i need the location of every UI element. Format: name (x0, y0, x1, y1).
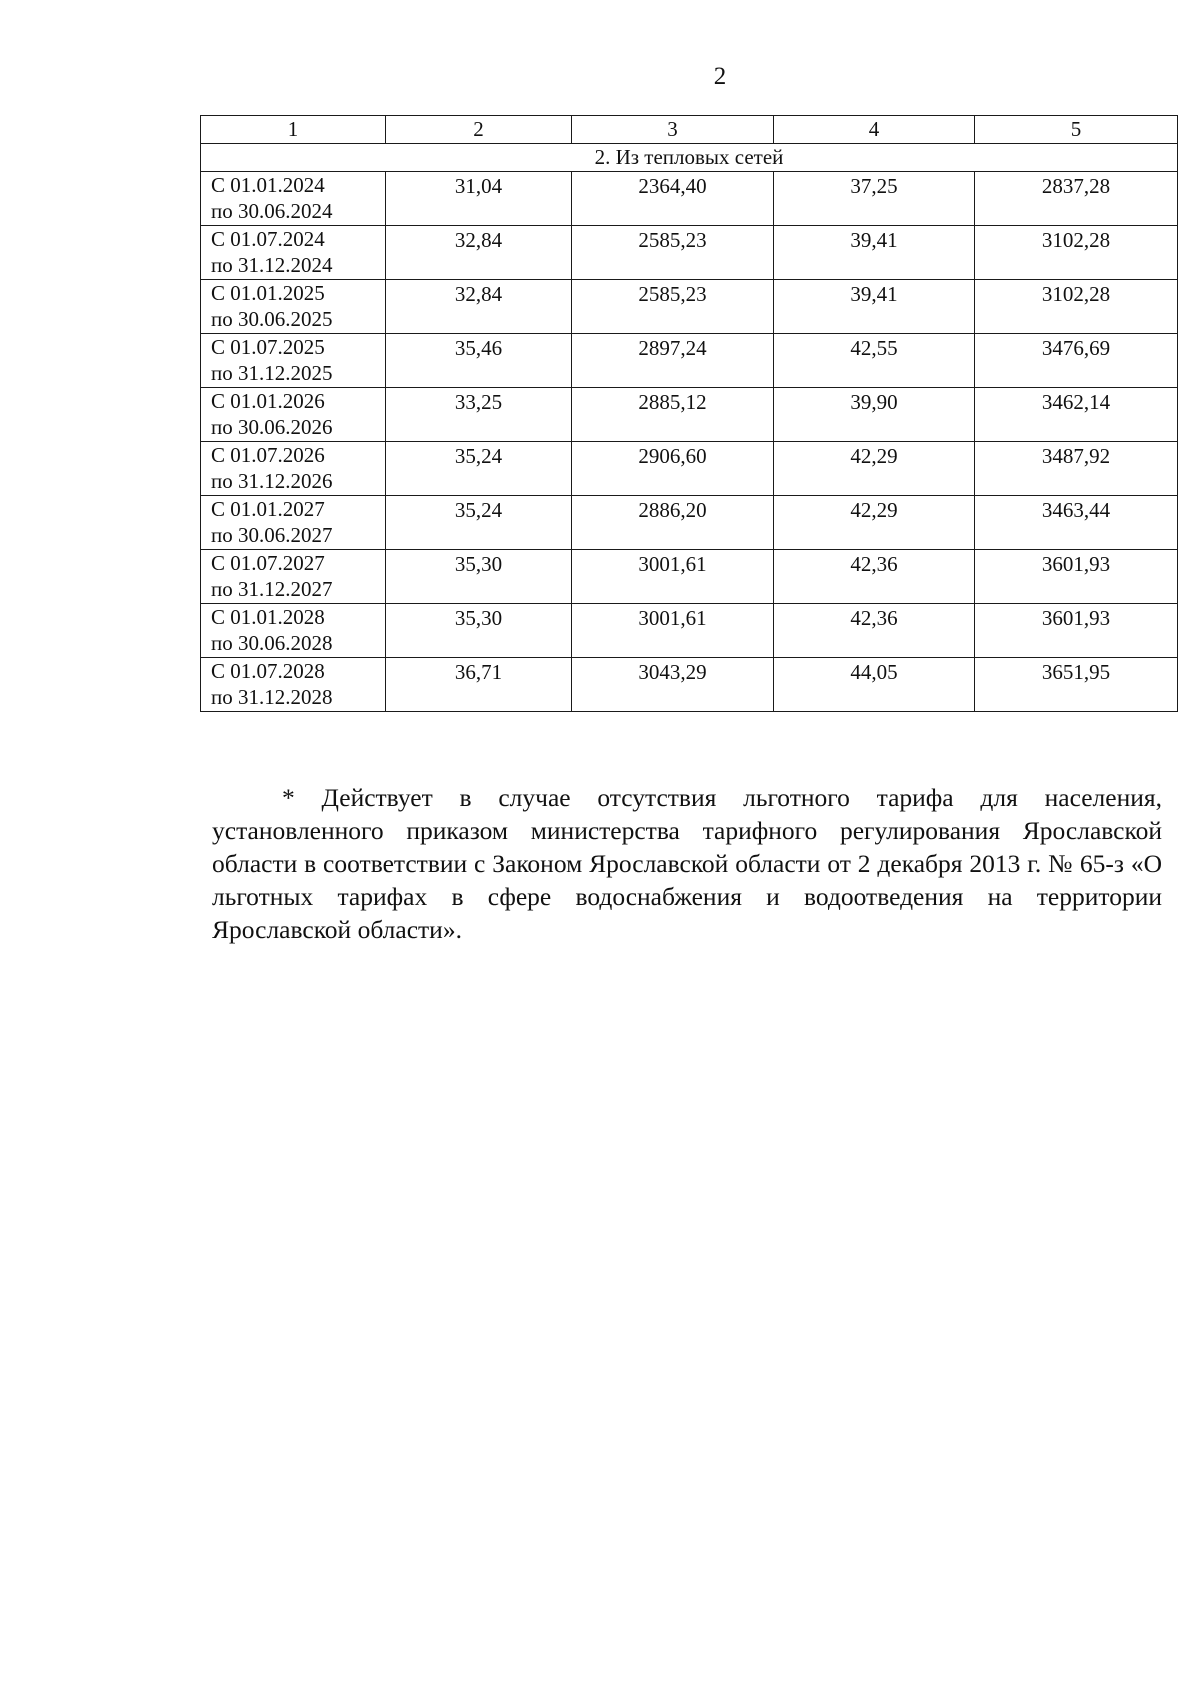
period-cell (201, 442, 386, 496)
value-cell-c2: 35,46 (386, 334, 572, 388)
period-from: С 01.01.2027 (211, 497, 325, 521)
period-to: по 30.06.2025 (211, 307, 333, 331)
value-cell-c4: 37,25 (774, 172, 975, 226)
period-to: по 31.12.2027 (211, 577, 333, 601)
value-cell-c4: 39,41 (774, 280, 975, 334)
period-from: С 01.07.2024 (211, 227, 325, 251)
section-body (201, 144, 1178, 172)
value-cell-c4: 42,36 (774, 604, 975, 658)
value-cell-c2: 32,84 (386, 226, 572, 280)
value-cell-c3: 3001,61 (572, 550, 774, 604)
value-cell-c5: 3102,28 (975, 280, 1178, 334)
value-cell-c4: 42,29 (774, 496, 975, 550)
period-from: С 01.01.2024 (211, 173, 325, 197)
value-cell-c3: 3001,61 (572, 604, 774, 658)
page-number: 2 (713, 63, 727, 90)
period-cell (201, 658, 386, 712)
column-number-row (201, 116, 1178, 144)
period-to: по 30.06.2024 (211, 199, 333, 223)
value-cell-c5: 3462,14 (975, 388, 1178, 442)
period-to: по 30.06.2027 (211, 523, 333, 547)
period-cell (201, 280, 386, 334)
table-row (201, 604, 1178, 658)
value-cell-c5: 3487,92 (975, 442, 1178, 496)
period-from: С 01.01.2025 (211, 281, 325, 305)
value-cell-c5: 2837,28 (975, 172, 1178, 226)
value-cell-c5: 3476,69 (975, 334, 1178, 388)
section-title: 2. Из тепловых сетей (201, 144, 1178, 172)
footnote: * Действует в случае отсутствия льготного тарифа для населения, установленного приказом министерства тарифного регулирования Ярославской области в соответствии с Законом Ярославской области от 2 декабря 2013 г. № 65-з «О льготных тарифах в сфере водоснабжения и водоотведения на территории Ярославской области». (212, 783, 1162, 944)
column-header-5: 5 (975, 116, 1178, 144)
period-cell (201, 172, 386, 226)
value-cell-c3: 2897,24 (572, 334, 774, 388)
period-from: С 01.07.2027 (211, 551, 325, 575)
period-to: по 31.12.2026 (211, 469, 333, 493)
period-cell (201, 334, 386, 388)
table-row (201, 550, 1178, 604)
value-cell-c3: 2585,23 (572, 280, 774, 334)
value-cell-c2: 35,30 (386, 550, 572, 604)
tariff-table (200, 115, 1178, 712)
value-cell-c4: 44,05 (774, 658, 975, 712)
value-cell-c2: 35,24 (386, 496, 572, 550)
value-cell-c2: 35,30 (386, 604, 572, 658)
table-row (201, 442, 1178, 496)
value-cell-c2: 35,24 (386, 442, 572, 496)
value-cell-c4: 39,90 (774, 388, 975, 442)
period-to: по 31.12.2028 (211, 685, 333, 709)
table-row (201, 334, 1178, 388)
period-cell (201, 496, 386, 550)
table-row (201, 658, 1178, 712)
column-header-2: 2 (386, 116, 572, 144)
value-cell-c2: 36,71 (386, 658, 572, 712)
period-from: С 01.07.2025 (211, 335, 325, 359)
value-cell-c4: 42,29 (774, 442, 975, 496)
value-cell-c5: 3651,95 (975, 658, 1178, 712)
column-header-4: 4 (774, 116, 975, 144)
value-cell-c3: 2364,40 (572, 172, 774, 226)
period-from: С 01.07.2026 (211, 443, 325, 467)
value-cell-c3: 2885,12 (572, 388, 774, 442)
value-cell-c5: 3601,93 (975, 550, 1178, 604)
period-to: по 31.12.2025 (211, 361, 333, 385)
period-to: по 30.06.2028 (211, 631, 333, 655)
table-row (201, 388, 1178, 442)
period-cell (201, 388, 386, 442)
table-row (201, 496, 1178, 550)
value-cell-c3: 3043,29 (572, 658, 774, 712)
table-row (201, 226, 1178, 280)
section-title-row (201, 144, 1178, 172)
value-cell-c3: 2585,23 (572, 226, 774, 280)
value-cell-c2: 32,84 (386, 280, 572, 334)
period-to: по 30.06.2026 (211, 415, 333, 439)
period-cell (201, 226, 386, 280)
period-from: С 01.01.2028 (211, 605, 325, 629)
value-cell-c4: 42,36 (774, 550, 975, 604)
table-row (201, 172, 1178, 226)
value-cell-c2: 31,04 (386, 172, 572, 226)
data-rows (201, 172, 1178, 712)
value-cell-c3: 2886,20 (572, 496, 774, 550)
period-from: С 01.01.2026 (211, 389, 325, 413)
value-cell-c2: 33,25 (386, 388, 572, 442)
column-header-3: 3 (572, 116, 774, 144)
period-to: по 31.12.2024 (211, 253, 333, 277)
table-row (201, 280, 1178, 334)
period-cell (201, 550, 386, 604)
value-cell-c5: 3102,28 (975, 226, 1178, 280)
value-cell-c3: 2906,60 (572, 442, 774, 496)
period-from: С 01.07.2028 (211, 659, 325, 683)
value-cell-c4: 42,55 (774, 334, 975, 388)
value-cell-c4: 39,41 (774, 226, 975, 280)
table-header (201, 116, 1178, 144)
period-cell (201, 604, 386, 658)
value-cell-c5: 3463,44 (975, 496, 1178, 550)
value-cell-c5: 3601,93 (975, 604, 1178, 658)
column-header-1: 1 (201, 116, 386, 144)
